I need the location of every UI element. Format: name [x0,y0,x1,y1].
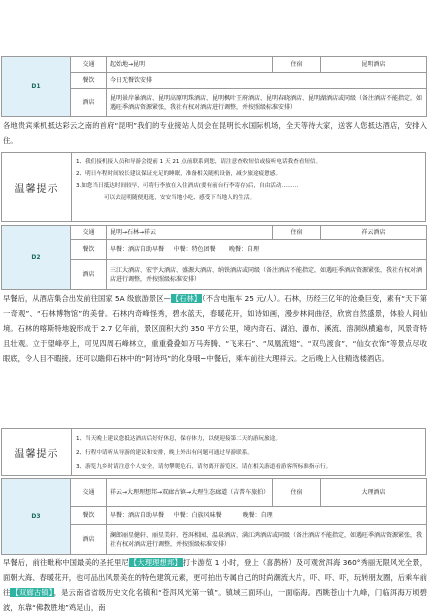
day1-tips [1,152,426,222]
day3-lunch: 中餐：白族风味餐 [173,512,222,519]
tip-item: 2、行程中请听从导游的建议和安排，晚上外出有问题可通过导游联系。 [76,450,253,456]
day3-intro-middle: 打卡游览 1 小时，登上（喜鹊桥）及可观赏洱海 360°秀丽无限风光全景，面朝大海、春暖花开，也可品出风景美在的特色建筑元素，更可拍出专属自己的时尚潮流大片，吓、吓、吓，玩转朋友圈，后乘车前往 [3,558,428,597]
day3-transport-value: 祥云→大理理想邦→双廊古镇→大理生态廊道（吉普车旅拍） [107,479,273,507]
tip-item: 2、明日车程时间较长建议保证充足的睡眠，准备相关随机设备，减少旅途疲惫感。 [76,171,281,177]
day1-badge: D1 [2,57,71,117]
day2-lunch: 中餐：特色团餐 [173,246,216,253]
day3-dinner: 晚餐：自理 [242,512,273,519]
shuanglang-highlight: 【双廊古镇】 [11,588,53,597]
day1-tips-body [72,153,425,221]
day3-hotel-label: 酒店 [71,525,107,555]
day1-meals-label: 餐饮 [71,73,107,89]
day2-intro-rest: （不含电瓶车 25 元/人）。石林，历经三亿年的沧桑巨变，素有“天下第一奇观”、“石林博物馆”的美誉。石林内奇峰怪秀，碧水蓝天，春暖花开，如诗如画，漫步林间曲径，欣赏自然盛景，体验人间仙境。石林的喀斯特地貌形成于 2.7 亿年前，景区面积大约 350 平方公里，境内奇石、湖泊、瀑布、溪流、溶洞纵横遍布，风景奇特且壮观。立于望峰亭上，可见四周石峰林立，重重叠叠如万马奔腾、“飞来石”、“凤凰流翅”、“双鸟渡食”、“仙女衣饰”等景点尽收眼底，令人目不暇接。还可以瞻仰石林中的“阿诗玛”的化身哦~中餐后，乘车前往大理祥云。之后晚上入住精选楼酒店。 [3,294,427,363]
day3-breakfast: 早餐：酒店自助早餐 [110,512,165,519]
tip-item: 3.如您当日抵达时间较早，可将行李放在入住酒店(要有前台行李寄存)后，自由活动……… [76,183,299,189]
day1-hotel-label: 酒店 [71,89,107,117]
ideal-land-highlight: 【大理理想邦】 [129,558,182,567]
day1-transport-value: 起始地→昆明 [107,57,273,73]
day2-breakfast: 早餐：酒店自助早餐 [110,246,165,253]
day3-hotel-text: 澜郎丽星健轩、丽星美轩、苍洱相园、温泉酒店、满江鸿酒店或同级（备注酒店不能指定，如遇旺季酒店资源紧张，我社有权对酒店进行调整，并按照级标准安排） [107,525,427,555]
day2-intro-start: 早餐后，从酒店集合出发前往国家 5A 级旅游景区— [3,294,171,303]
day1-table [1,56,427,117]
tip-item: 3、游览九乡时请注意个人安全，请勿攀爬危石，请勿离开游览区，请在相关游道看游客所标准指示行。 [76,464,332,470]
day3-badge: D3 [2,479,71,555]
day2-dinner: 晚餐：自理 [228,246,259,253]
day2-stay-value: 祥云酒店 [321,226,427,240]
day2-tips-body [72,429,425,475]
tip-item: 1、当天晚上建议您抵达酒店后好好休息，保存体力，以便迎接第二天的游玩旅途。 [76,436,281,442]
day2-transport-value: 昆明→石林→祥云 [107,226,273,240]
day2-stay-label: 住宿 [273,226,321,240]
day1-meals-value: 今日无餐饮安排 [107,73,427,89]
day3-stay-value: 大理酒店 [321,479,427,507]
day2-tips [1,428,426,476]
day3-stay-label: 住宿 [273,479,321,507]
day2-hotel-label: 酒店 [71,260,107,290]
day1-hotel-text: 昆明景岸暴酒店、昆明高原明珠酒店、昆明枫叶王府酒店、昆明春晓酒店、昆明湖酒店或同级（备注酒店不能指定，如遇旺季酒店资源紧张，我社有权对酒店进行调整，并按照级标准安排） [107,89,427,117]
day1-tips-label: 温馨提示 [2,153,72,221]
day3-meals-value [107,507,427,525]
stone-forest-highlight: 【石林】 [171,294,202,303]
day2-intro [3,291,427,366]
tip-item: 1、我们接机接人员和导游会提前 1 天 21 点前联系到您，请注意查收短信或接听电话我查看短信。 [76,159,322,165]
day3-meals-label: 餐饮 [71,507,107,525]
day3-intro-start: 早餐后，前往毗称中国最美的圣托里尼 [3,558,129,567]
day2-transport-label: 交通 [71,226,107,240]
day2-table [1,225,427,290]
day2-hotel-text: 三江大酒店、宏宇大酒店、盛源大酒店、纳铁酒店或同级（备注酒店不能指定，如遇旺季酒店资源紧张，我社有权对酒店进行调整，并按照级标准安排） [107,260,427,290]
day3-table [1,478,427,555]
day2-badge: D2 [2,226,71,290]
day1-transport-label: 交通 [71,57,107,73]
day2-meals-label: 餐饮 [71,240,107,260]
day2-meals-value [107,240,427,260]
day3-intro [3,555,427,613]
day1-intro: 各地贵宾乘机抵达彩云之南的首府“昆明”我们的专业接站人员会在昆明长水国际机场，全天等待大家，送客人您抵达酒店，安排入住。 [3,121,427,145]
day1-stay-value: 昆明酒店 [321,57,427,73]
day3-intro-end: ，是云南省省级历史文化名镇和“苍洱风光第一镇”。镇域三面环山，一面临海。西眺苍山十九峰，门临洱海万顷碧波，东靠“佛教胜地”鸡足山，南 [3,588,428,612]
day2-tips-label: 温馨提示 [2,429,72,475]
day1-stay-label: 住宿 [273,57,321,73]
tip-item: 可以去昆明随便逛逛，安安当地小吃、感受下当地人的生活。 [104,195,256,201]
day3-transport-label: 交通 [71,479,107,507]
